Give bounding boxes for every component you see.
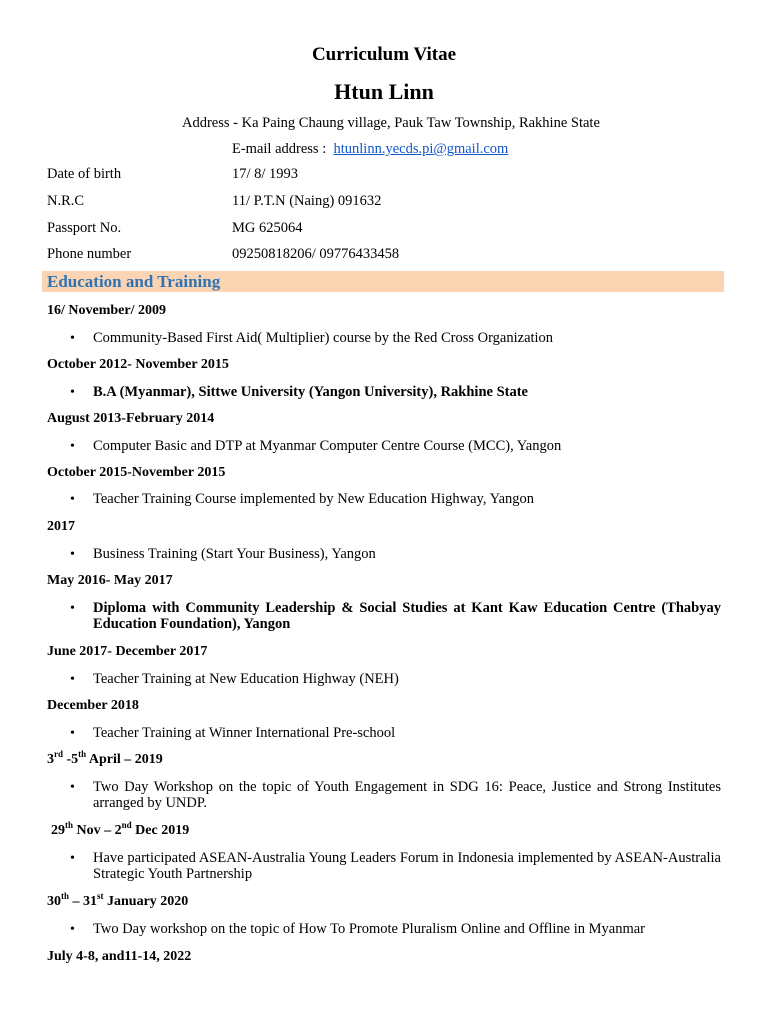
entry-date: 30th – 31st January 2020 [47,891,189,909]
bullet-icon: • [70,922,75,937]
address-line: Address - Ka Paing Chaung village, Pauk Taw Township, Rakhine State [182,115,600,131]
entry-item: Have participated ASEAN-Australia Young Leaders Forum in Indonesia implemented by ASEAN-Australia Strategic Youth Partnership [93,850,721,882]
entry-item: Community-Based First Aid( Multiplier) course by the Red Cross Organization [93,330,554,346]
entry-date: July 4-8, and11-14, 2022 [47,949,192,964]
entry-item: Teacher Training at New Education Highway (NEH) [93,671,399,687]
entry-date: 29th Nov – 2nd Dec 2019 [51,820,190,838]
section-header-education [42,271,724,292]
entry-date: October 2012- November 2015 [47,357,229,372]
email-line [232,141,508,158]
entry-date: June 2017- December 2017 [47,644,208,659]
email-label: E-mail address : [232,141,327,157]
phone-value: 09250818206/ 09776433458 [232,246,400,262]
nrc-value: 11/ P.T.N (Naing) 091632 [232,193,382,209]
bullet-icon: • [70,851,75,866]
passport-value: MG 625064 [232,220,303,236]
entry-item: Diploma with Community Leadership & Social Studies at Kant Kaw Education Centre (Thabyay Education Foundation), Yangon [93,600,721,632]
entry-item: Two Day workshop on the topic of How To Promote Pluralism Online and Offline in Myanmar [93,921,645,937]
bullet-icon: • [70,547,75,562]
entry-item: Teacher Training at Winner International Pre-school [93,725,396,741]
entry-date: 3rd -5th April – 2019 [47,749,163,767]
phone-label: Phone number [47,246,132,262]
bullet-icon: • [70,331,75,346]
entry-date: October 2015-November 2015 [47,465,226,480]
bullet-icon: • [70,601,75,616]
bullet-icon: • [70,492,75,507]
nrc-label: N.R.C [47,193,85,209]
bullet-icon: • [70,780,75,795]
passport-label: Passport No. [47,220,122,236]
document-title: Curriculum Vitae [311,44,457,65]
dob-value: 17/ 8/ 1993 [232,166,299,182]
email-link[interactable]: htunlinn.yecds.pi@gmail.com [333,141,509,157]
entry-item: B.A (Myanmar), Sittwe University (Yangon University), Rakhine State [93,384,528,400]
bullet-icon: • [70,726,75,741]
entry-date: 16/ November/ 2009 [47,303,166,318]
entry-item: Two Day Workshop on the topic of Youth Engagement in SDG 16: Peace, Justice and Strong Institutes arranged by UNDP. [93,779,721,811]
entry-item: Teacher Training Course implemented by New Education Highway, Yangon [93,491,535,507]
section-title: Education and Training [47,272,221,291]
bullet-icon: • [70,385,75,400]
entry-date: May 2016- May 2017 [47,573,173,588]
bullet-icon: • [70,439,75,454]
entry-date: 2017 [47,519,75,534]
dob-label: Date of birth [47,166,122,182]
entry-date: August 2013-February 2014 [47,411,215,426]
entry-item: Computer Basic and DTP at Myanmar Computer Centre Course (MCC), Yangon [93,438,562,454]
person-name: Htun Linn [334,79,434,104]
entry-date: December 2018 [47,698,139,713]
entry-item: Business Training (Start Your Business), Yangon [93,546,376,562]
bullet-icon: • [70,672,75,687]
